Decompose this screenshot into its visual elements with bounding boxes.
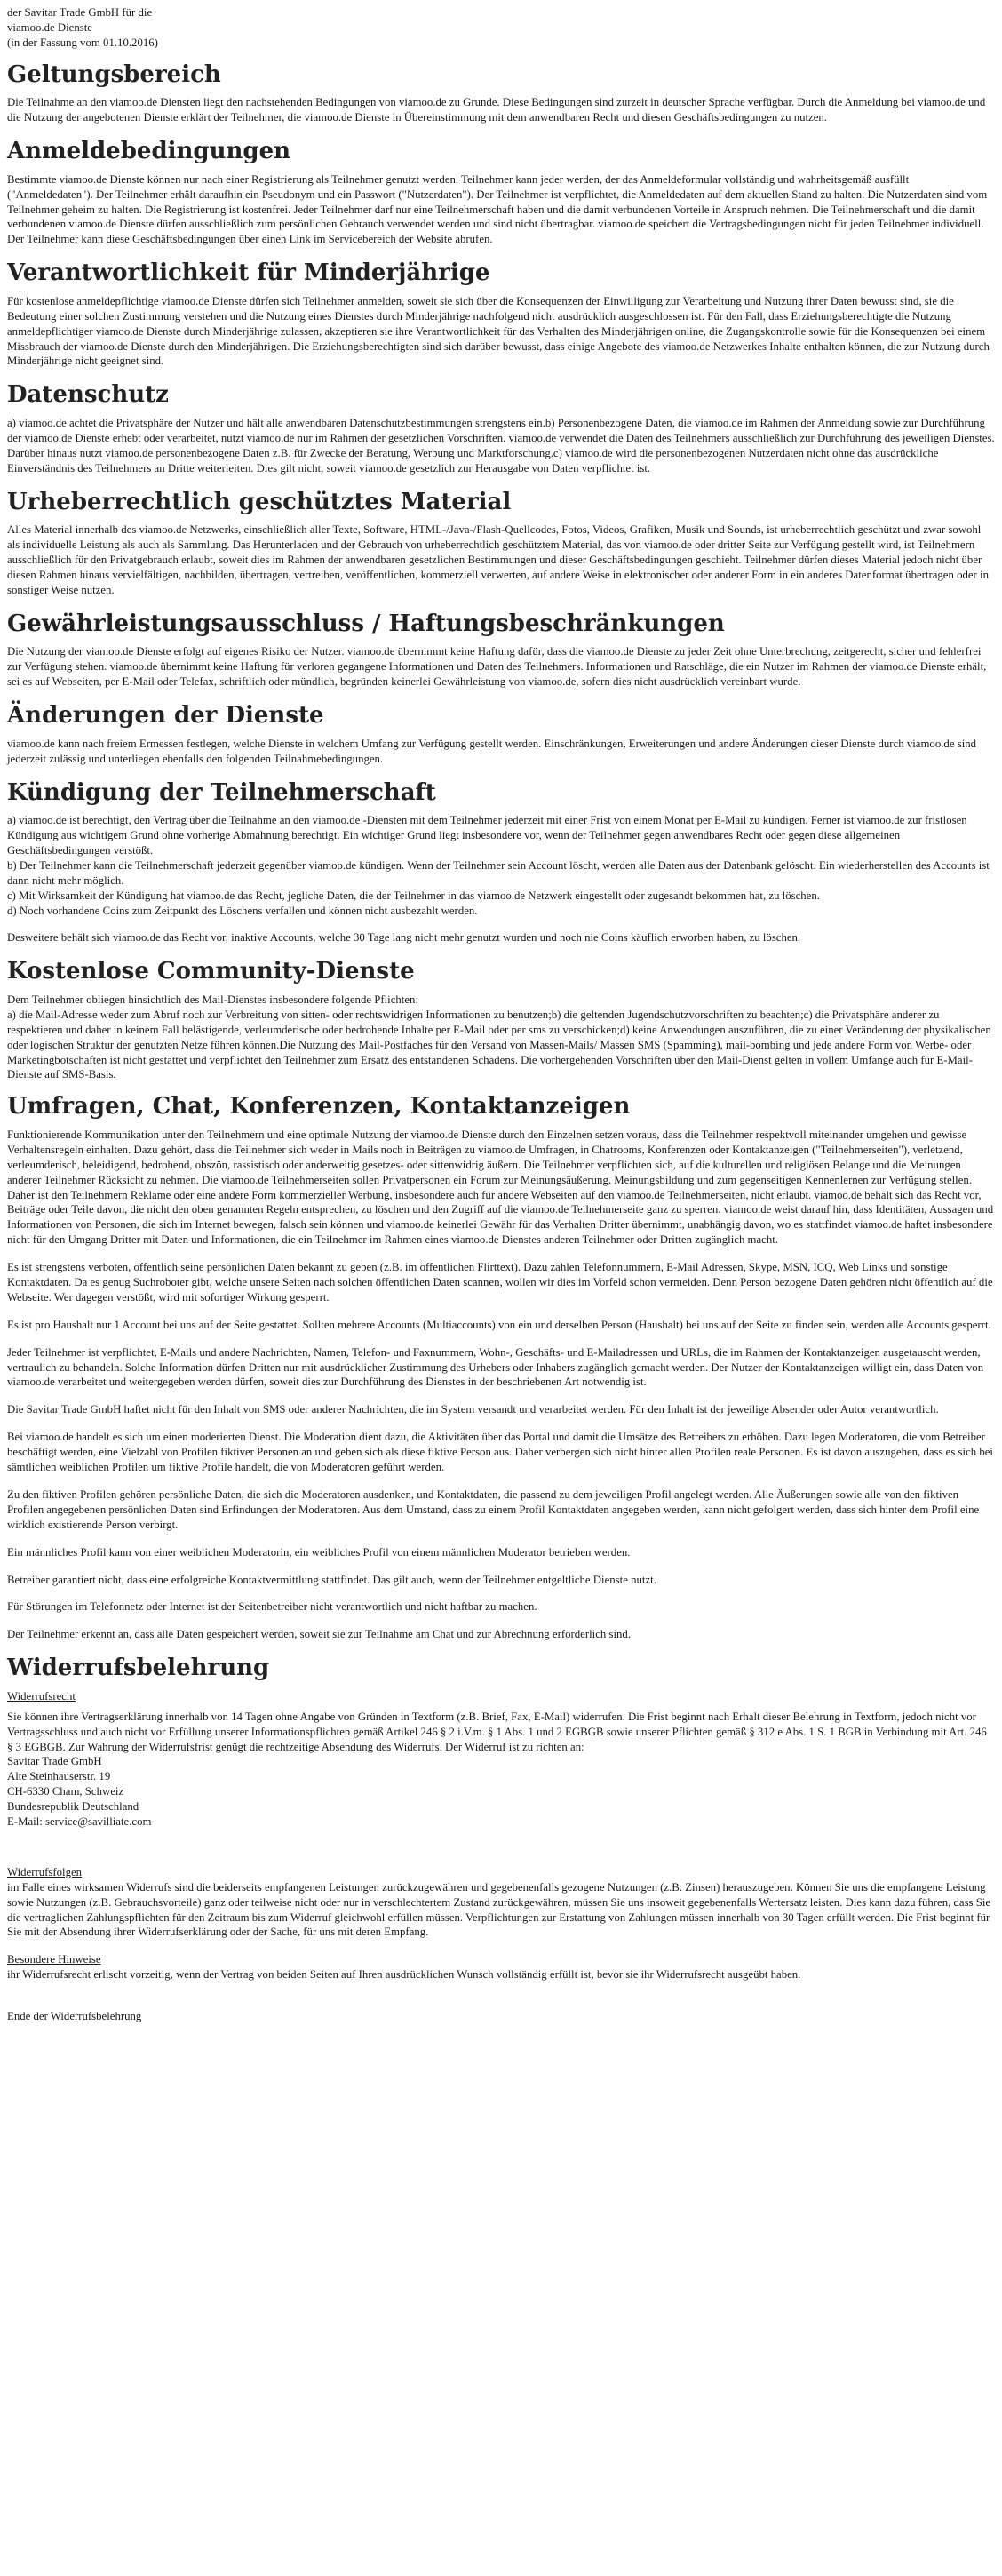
- section-paragraph: Desweitere behält sich viamoo.de das Recht vor, inaktive Accounts, welche 30 Tage lang nicht mehr genutzt wurden und noch nie Coins käuflich erworben haben, zu löschen.: [7, 931, 801, 945]
- section-widerruf: [7, 1655, 995, 2024]
- section-heading: Kündigung der Teilnehmerschaft: [7, 778, 436, 806]
- list-item: d) Noch vorhandene Coins zum Zeitpunkt des Löschens verfallen und können nicht ausbezahlt werden.: [7, 904, 478, 917]
- section-paragraph: Für kostenlose anmeldepflichtige viamoo.de Dienste dürfen sich Teilnehmer anmelden, soweit sie sich über die Konsequenzen der Einwilligung zur Verarbeitung und Nutzung ihrer Daten bewusst sind, sie die Bedeutung einer solchen Zustimmung verstehen und die Nutzung eines Dienstes durch Minderjährige nachfolgend nicht ausdrücklich ausgeschlossen ist. Für den Fall, dass Erziehungsberechtigte die Nutzung anmeldepflichtiger viamoo.de Dienste durch Minderjährige zulassen, akzeptieren sie ihre Verantwortlichkeit für das Verhalten des Minderjährigen online, die Zugangskontrolle sowie für die Konsequenzen bei einem Missbrauch der viamoo.de Dienste durch den Minderjährigen. Die Erziehungsberechtigten sind sich darüber bewusst, dass einige Angebote des viamoo.de Netzwerkes Inhalte enthalten können, die zur Nutzung durch Minderjährige nicht geeignet sind.: [7, 294, 990, 368]
- list-item: b) Der Teilnehmer kann die Teilnehmerschaft jederzeit gegenüber viamoo.de kündigen. Wenn der Teilnehmer sein Account löscht, werden alle Daten aus der Datenbank gelöscht. Ein wiederherstellen des Accounts ist dann nicht mehr möglich.: [7, 858, 990, 887]
- list-item: Dem Teilnehmer obliegen hinsichtlich des Mail-Dienstes insbesondere folgende Pflichten:: [7, 993, 418, 1006]
- section-paragraph: Die Teilnahme an den viamoo.de Diensten liegt den nachstehenden Bedingungen von viamoo.de zu Grunde. Diese Bedingungen sind zurzeit in deutscher Sprache verfügbar. Durch die Anmeldung bei viamoo.de und die Nutzung der angebotenen Dienste erklärt der Teilnehmer, die viamoo.de Dienste in Übereinstimmung mit dem anwendbaren Recht und diesen Geschäftsbedingungen zu nutzen.: [7, 96, 986, 124]
- intro-line: (in der Fassung vom 01.10.2016): [7, 36, 158, 49]
- widerrufsfolgen-block: [7, 1865, 995, 1940]
- section-paragraph: Ein männliches Profil kann von einer weiblichen Moderatorin, ein weibliches Profil von einem männlichen Moderator betrieben werden.: [7, 1545, 631, 1559]
- address-email: E-Mail: service@savilliate.com: [7, 1814, 152, 1828]
- section-heading: Änderungen der Dienste: [7, 702, 324, 730]
- section-geltungsbereich: [7, 61, 995, 125]
- section-heading: Urheberrechtlich geschütztes Material: [7, 488, 512, 515]
- section-heading: Umfragen, Chat, Konferenzen, Kontaktanzeigen: [7, 1093, 631, 1121]
- section-datenschutz: [7, 381, 995, 475]
- section-paragraph: Die Savitar Trade GmbH haftet nicht für den Inhalt von SMS oder anderer Nachrichten, die im System versandt und verarbeitet werden. Für den Inhalt ist der jeweilige Absender oder Autor verantwortlich.: [7, 1403, 939, 1416]
- section-paragraph: Funktionierende Kommunikation unter den Teilnehmern und eine optimale Nutzung der viamoo.de Dienste durch den Einzelnen setzen voraus, dass die Teilnehmer respektvoll miteinander umgehen und gewisse Verhaltensregeln einhalten. Dazu gehört, dass die Teilnehmer sich weder in Mails noch in Beiträgen zu viamoo.de Umfragen, in Chatrooms, Konferenzen oder Kontaktanzeigen ("Teilnehmerseiten"), verletzend, verleumderisch, beleidigend, bedrohend, obszön, rassistisch oder anderweitig gesetzes- oder sittenwidrig äußern. Die Teilnehmer verpflichten sich, auf die kulturellen und religiösen Belange und die Meinungen anderer Teilnehmer Rücksicht zu nehmen. Die viamoo.de Teilnehmerseiten sollen Privatpersonen ein Forum zur Meinungsäußerung, Meinungsbildung und zum gegenseitigen Kennenlernen zur Verfügung stellen. Daher ist den Teilnehmern Reklame oder eine andere Form kommerzieller Werbung, insbesondere auch für andere Webseiten auf den viamoo.de Teilnehmerseiten, nicht erlaubt. viamoo.de behält sich das Recht vor, Beiträge oder Teile davon, die nicht den oben genannten Regeln entsprechen, zu löschen und den Zugriff auf die viamoo.de Teilnehmerseite ganz zu sperren. viamoo.de weist darauf hin, dass Identitäten, Aussagen und Informationen von Personen, die sich im Internet bewegen, falsch sein können und viamoo.de keinerlei Gewähr für das Verhalten Dritter übernimmt, unabhängig davon, wo es stattfindet viamoo.de haftet insbesondere nicht für den Umgang Dritter mit Daten und Informationen, die ein Teilnehmer im Rahmen eines viamoo.de Dienstes anderen Teilnehmer oder Dritten zugänglich macht.: [7, 1128, 994, 1247]
- section-paragraph: Der Teilnehmer erkennt an, dass alle Daten gespeichert werden, soweit sie zur Teilnahme am Chat und zur Abrechnung erforderlich sind.: [7, 1628, 632, 1641]
- section-heading: Gewährleistungsausschluss / Haftungsbeschränkungen: [7, 610, 725, 637]
- list-item: a) die Mail-Adresse weder zum Abruf noch zur Verbreitung von sitten- oder rechtswidrigen Informationen zu benutzen;b) die geltenden Jugendschutzvorschriften zu beachten;c) die Privatsphäre anderer zu respektieren und daher in keinem Fall belästigende, verleumderische oder bedrohende Inhalte per E-Mail oder per sms zu verschicken;d) keine Anwendungen auszuführen, die zu einer Veränderung der physikalischen oder logischen Struktur der genutzten Netze führen können.Die Nutzung des Mail-Postfaches für den Versand von Massen-Mails/ Massen SMS (Spamming), mail-bombing und jede andere Form von Werbe- oder Marketingbotschaften ist nicht gestattet und verpflichtet den Teilnehmer zum Ersatz des entstandenen Schadens. Die vorhergehenden Vorschriften über den Mail-Dienst gelten in vollem Umfange auch für E-Mail-Dienste auf SMS-Basis.: [7, 1008, 991, 1081]
- document-intro: [7, 5, 995, 51]
- address-line: Alte Steinhauserstr. 19: [7, 1770, 111, 1783]
- section-paragraph: a) viamoo.de achtet die Privatsphäre der Nutzer und hält alle anwendbaren Datenschutzbestimmungen strengstens ein.b) Personenbezogene Daten, die viamoo.de im Rahmen der Anmeldung sowie zur Durchführung der viamoo.de Dienste erhebt oder verarbeitet, nutzt viamoo.de nur im Rahmen der gesetzlichen Vorschriften. viamoo.de verwendet die Daten des Teilnehmers ausschließlich zur Durchführung des jeweiligen Dienstes. Darüber hinaus nutzt viamoo.de personenbezogene Daten z.B. für Zwecke der Beratung, Werbung und Marktforschung.c) viamoo.de wird die personenbezogenen Nutzerdaten nicht ohne das ausdrückliche Einverständnis des Teilnehmers an Dritte weiterleiten. Dies gilt nicht, soweit viamoo.de gesetzlich zur Herausgabe von Daten verpflichtet ist.: [7, 417, 995, 475]
- section-urheberrecht: [7, 489, 995, 598]
- widerrufsfolgen-label: Widerrufsfolgen: [7, 1865, 83, 1878]
- section-paragraph: Es ist strengstens verboten, öffentlich seine persönlichen Daten bekannt zu geben (z.B. im öffentlichen Flirttext). Dazu zählen Telefonnummern, E-Mail Adressen, Skype, MSN, ICQ, Web Links und sonstige Kontaktdaten. Da es genug Suchroboter gibt, welche unsere Seiten nach solchen öffentlichen Daten scannen, wollen wir dies im Vorfeld schon vermeiden. Denn Person bezogene Daten gehören nicht öffentlich auf die Webseite. Wer dagegen verstößt, wird mit sofortiger Wirkung gesperrt.: [7, 1261, 993, 1304]
- section-paragraph: Jeder Teilnehmer ist verpflichtet, E-Mails und andere Nachrichten, Namen, Telefon- und Faxnummern, Wohn-, Geschäfts- und E-Mailadressen und URLs, die im Rahmen der Kontaktanzeigen ausgetauscht werden, vertraulich zu behandeln. Solche Information dürfen Dritten nur mit ausdrücklicher Zustimmung des Urhebers oder Inhabers zugänglich gemacht werden. Der Nutzer der Kontaktanzeigen willigt ein, dass Daten von viamoo.de verarbeitet und weitergegeben werden dürfen, soweit dies zur Durchführung des Dienstes in der beschriebenen Art notwendig ist.: [7, 1345, 984, 1389]
- section-paragraph: Alles Material innerhalb des viamoo.de Netzwerks, einschließlich aller Texte, Software, HTML-/Java-/Flash-Quellcodes, Fotos, Videos, Grafiken, Musik und Sounds, ist urheberrechtlich geschützt und zwar sowohl als individuelle Leistung als auch als Sammlung. Das Herunterladen und der Gebrauch von urheberrechtlich geschütztem Material, das von viamoo.de oder dritter Seite zur Verfügung gestellt wird, ist Teilnehmern ausschließlich für den Privatgebrauch erlaubt, soweit dies im Rahmen der anwendbaren gesetzlichen Bestimmungen und dieser Geschäftsbedingungen geschieht. Teilnehmer dürfen dieses Material jedoch nicht über diesen Rahmen hinaus vervielfältigen, nachbilden, übertragen, vertreiben, veröffentlichen, kommerziell verwerten, auf andere Weise in elektronischer oder anderer Form in ein anderes Datenformat übertragen oder in sonstiger Weise nutzen.: [7, 523, 989, 596]
- hinweise-label: Besondere Hinweise: [7, 1953, 101, 1966]
- section-paragraph: Bestimmte viamoo.de Dienste können nur nach einer Registrierung als Teilnehmer genutzt werden. Teilnehmer kann jeder werden, der das Anmeldeformular vollständig und wahrheitsgemäß ausfüllt ("Anmeldedaten"). Der Teilnehmer erhält daraufhin ein Pseudonym und ein Passwort ("Nutzerdaten"). Der Teilnehmer ist verpflichtet, die Anmeldedaten auf dem aktuellen Stand zu halten. Die Nutzerdaten sind vom Teilnehmer geheim zu halten. Die Registrierung ist kostenfrei. Jeder Teilnehmer darf nur eine Teilnehmerschaft haben und die damit verbundenen Vorteile in Anspruch nehmen. Die Teilnehmerschaft und die damit verbundenen viamoo.de Dienste dürfen ausschließlich zum persönlichen Gebrauch verwendet werden und sind nicht übertragbar. viamoo.de speichert die Vertragsbedingungen nicht für jeden Teilnehmer individuell. Der Teilnehmer kann diese Geschäftsbedingungen über einen Link im Servicebereich der Website abrufen.: [7, 172, 988, 246]
- section-paragraph: Es ist pro Haushalt nur 1 Account bei uns auf der Seite gestattet. Sollten mehrere Accounts (Multiaccounts) von ein und derselben Person (Haushalt) bei uns auf der Seite zu finden sein, werden alle Accounts gesperrt.: [7, 1318, 991, 1331]
- widerruf-end: Ende der Widerrufsbelehrung: [7, 2010, 142, 2023]
- hinweise-block: [7, 1952, 995, 1982]
- section-umfragen: [7, 1093, 995, 1642]
- section-paragraph: Bei viamoo.de handelt es sich um einen moderierten Dienst. Die Moderation dient dazu, die Aktivitäten über das Portal und damit die Umsätze des Betreibers zu erhöhen. Dazu legen Moderatoren, die vom Betreiber beschäftigt werden, eine Vielzahl von Profilen fiktiver Personen an und geben sich als diese fiktive Person aus. Daher verbergen sich nicht hinter allen Profilen reale Personen. Es ist davon auszugehen, dass es sich bei sämtlichen weiblichen Profilen um fiktive Profile handelt, die von Moderatoren geführt werden.: [7, 1431, 993, 1474]
- section-heading: Datenschutz: [7, 381, 169, 409]
- address-line: Bundesrepublik Deutschland: [7, 1800, 139, 1814]
- section-heading: Kostenlose Community-Dienste: [7, 958, 415, 985]
- address-line: CH-6330 Cham, Schweiz: [7, 1785, 124, 1798]
- section-paragraph: viamoo.de kann nach freiem Ermessen festlegen, welche Dienste in welchem Umfang zur Verfügung gestellt werden. Einschränkungen, Erweiterungen und andere Änderungen dieser Dienste durch viamoo.de sind jederzeit zulässig und unterliegen ebenfalls den folgenden Teilnahmebedingungen.: [7, 737, 977, 765]
- section-paragraph: Die Nutzung der viamoo.de Dienste erfolgt auf eigenes Risiko der Nutzer. viamoo.de übernimmt keine Haftung dafür, dass die viamoo.de Dienste zu jeder Zeit ohne Unterbrechung, zeitgerecht, sicher und fehlerfrei zur Verfügung stehen. viamoo.de übernimmt keine Haftung für verloren gegangene Informationen und Daten des Teilnehmers. Informationen und Ratschläge, die ein Nutzer im Rahmen der viamoo.de Dienste erhält, sei es auf Webseiten, per E-Mail oder Telefax, schriftlich oder mündlich, begründen keinerlei Gewährleistung von viamoo.de, sofern dies nicht ausdrücklich vereinbart wurde.: [7, 645, 987, 689]
- widerrufsrecht-block: [7, 1710, 995, 1830]
- section-heading: Anmeldebedingungen: [7, 138, 291, 165]
- section-paragraph: Betreiber garantiert nicht, dass eine erfolgreiche Kontaktvermittlung stattfindet. Das gilt auch, wenn der Teilnehmer entgeltliche Dienste nutzt.: [7, 1573, 656, 1586]
- section-heading: Geltungsbereich: [7, 60, 221, 88]
- section-paragraph: Zu den fiktiven Profilen gehören persönliche Daten, die sich die Moderatoren ausdenken, und Kontaktdaten, die passend zu dem jeweiligen Profil angelegt werden. Alle Äußerungen sowie alle von den fiktiven Profilen angegebenen persönlichen Daten sind Erfindungen der Moderatoren. Aus dem Umstand, dass zu einem Profil Kontaktdaten angegeben werden, kann nicht gefolgert werden, dass sich hinter dem Profil eine wirklich existierende Person verbirgt.: [7, 1487, 980, 1531]
- section-anmeldebedingungen: [7, 138, 995, 247]
- kuendigung-list: [7, 813, 995, 918]
- section-heading: Widerrufsbelehrung: [7, 1655, 270, 1682]
- widerrufsrecht-text: Sie können ihre Vertragserklärung innerhalb von 14 Tagen ohne Angabe von Gründen in Textform (z.B. Brief, Fax, E-Mail) widerrufen. Die Frist beginnt nach Erhalt dieser Belehrung in Textform, jedoch nicht vor Vertragsschluss und auch nicht vor Erfüllung unserer Informationspflichten gemäß Artikel 246 § 2 i.V.m. § 1 Abs. 1 und 2 EGBGB sowie unserer Pflichten gemäß § 312 e Abs. 1 S. 1 BGB in Verbindung mit Art. 246 § 3 EGBGB. Zur Wahrung der Widerrufsfrist genügt die rechtzeitige Absendung des Widerrufs. Der Widerruf ist zu richten an:: [7, 1710, 987, 1753]
- intro-line: der Savitar Trade GmbH für die: [7, 6, 153, 19]
- widerrufsfolgen-text: im Falle eines wirksamen Widerrufs sind die beiderseits empfangenen Leistungen zurückzugewähren und gegebenenfalls gezogene Nutzungen (z.B. Zinsen) herauszugeben. Können Sie uns die empfangene Leistung sowie Nutzungen (z.B. Gebrauchsvorteile) ganz oder teilweise nicht oder nur in verschlechtertem Zustand zurückgewähren, müssen Sie uns insoweit gegebenenfalls Wertersatz leisten. Dies kann dazu führen, dass Sie die vertraglichen Zahlungspflichten für den Zeitraum bis zum Widerruf gleichwohl erfüllen müssen. Verpflichtungen zur Erstattung von Zahlungen müssen innerhalb von 30 Tagen erfüllt werden. Die Frist beginnt für Sie mit der Absendung ihrer Widerrufserklärung oder der Sache, für uns mit deren Empfang.: [7, 1880, 991, 1939]
- list-item: a) viamoo.de ist berechtigt, den Vertrag über die Teilnahme an den viamoo.de -Diensten mit dem Teilnehmer jederzeit mit einer Frist von einem Monat per E-Mail zu kündigen. Ferner ist viamoo.de zur fristlosen Kündigung aus wichtigem Grund ohne vorherige Abmahnung berechtigt. Ein wichtiger Grund liegt insbesondere vor, wenn der Teilnehmer gegen anwendbares Recht oder gegen diese allgemeinen Geschäftsbedingungen verstößt.: [7, 814, 967, 857]
- section-community: [7, 958, 995, 1082]
- widerrufsrecht-label: Widerrufsrecht: [7, 1689, 76, 1703]
- hinweise-text: ihr Widerrufsrecht erlischt vorzeitig, wenn der Vertrag von beiden Seiten auf Ihren ausdrücklichen Wunsch vollständig erfüllt ist, bevor sie ihr Widerrufsrecht ausgeübt haben.: [7, 1968, 801, 1982]
- list-item: c) Mit Wirksamkeit der Kündigung hat viamoo.de das Recht, jegliche Daten, die der Teilnehmer in das viamoo.de Netzwerk eingestellt oder zugesandt bekommen hat, zu löschen.: [7, 889, 820, 902]
- section-aenderungen: [7, 702, 995, 766]
- section-kuendigung: [7, 779, 995, 946]
- section-paragraph: Für Störungen im Telefonnetz oder Internet ist der Seitenbetreiber nicht verantwortlich und nicht haftbar zu machen.: [7, 1600, 537, 1614]
- section-minderjaehrige: [7, 259, 995, 369]
- section-gewaehrleistung: [7, 610, 995, 690]
- community-list: [7, 993, 995, 1082]
- section-heading: Verantwortlichkeit für Minderjährige: [7, 259, 490, 287]
- address-line: Savitar Trade GmbH: [7, 1755, 102, 1768]
- intro-line: viamoo.de Dienste: [7, 20, 92, 34]
